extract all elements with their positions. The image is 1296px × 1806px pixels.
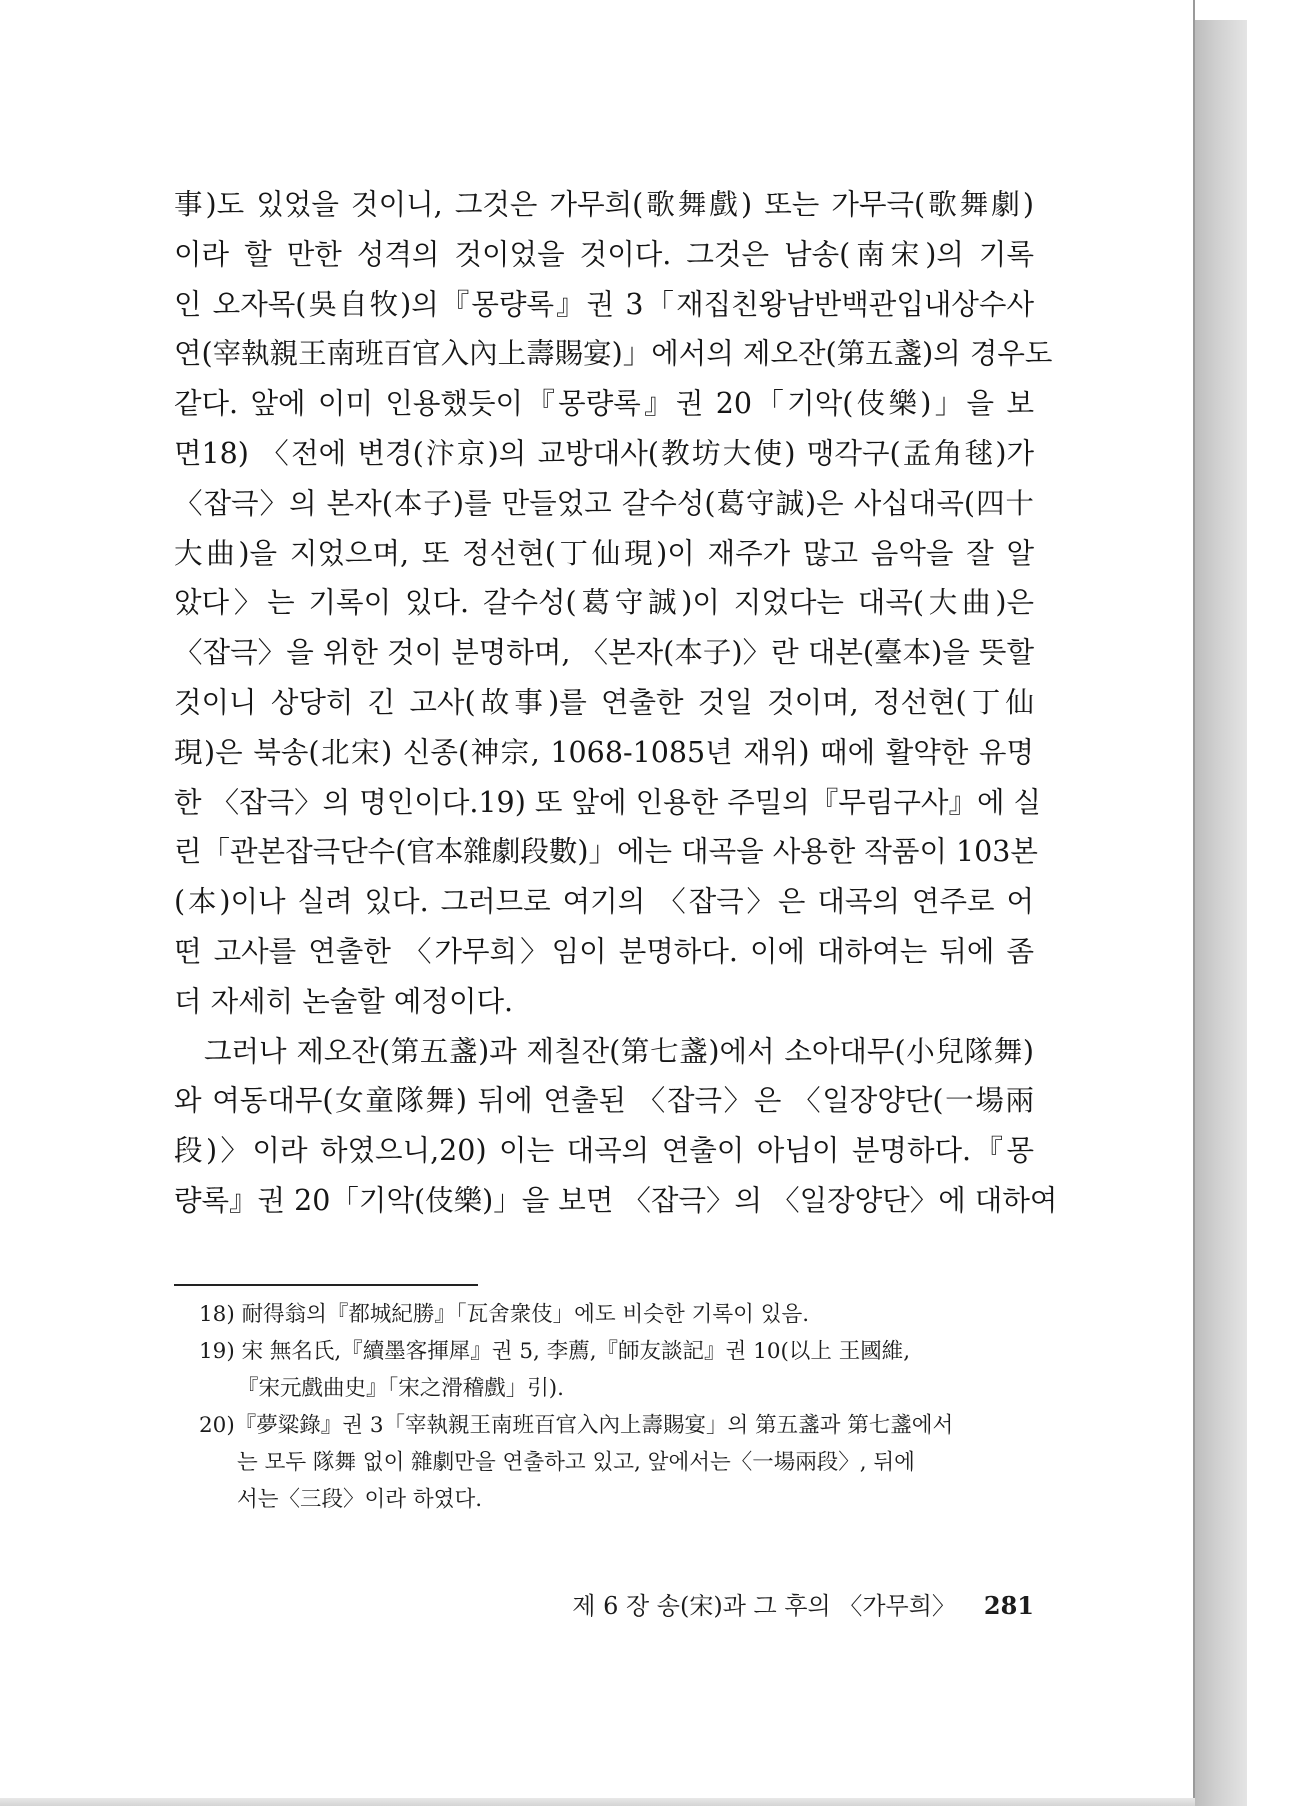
body-line: 大曲)을 지었으며, 또 정선현(丁仙現)이 재주가 많고 음악을 잘 알 (174, 536, 1034, 570)
body-line: 인 오자목(吳自牧)의『몽량록』권 3「재집친왕남반백관입내상수사 (174, 287, 1034, 321)
page-bottom-shadow (0, 1798, 1195, 1806)
body-line: 것이니 상당히 긴 고사(故事)를 연출한 것일 것이며, 정선현(丁仙 (174, 685, 1034, 719)
body-line: 段)〉이라 하였으니,20) 이는 대곡의 연출이 아님이 분명하다.『몽 (174, 1134, 1034, 1168)
footnote-line: 서는〈三段〉이라 하였다. (237, 1487, 483, 1512)
footnote-18 (199, 1296, 1034, 1333)
body-line: 린「관본잡극단수(官本雜劇段數)」에는 대곡을 사용한 작품이 103본 (174, 835, 1038, 869)
body-line: 같다. 앞에 이미 인용했듯이『몽량록』권 20「기악(伎樂)」을 보 (174, 387, 1034, 421)
page-number: 281 (983, 1591, 1034, 1620)
page-edge-shadow (1195, 20, 1247, 1806)
footnotes (199, 1296, 1034, 1518)
footnote-line: 19) 宋 無名氏,『續墨客揮犀』권 5, 李薦,『師友談記』권 10(以上 王國維, (199, 1339, 911, 1364)
body-line: 한 〈잡극〉의 명인이다.19) 또 앞에 인용한 주밀의『무림구사』에 실 (174, 785, 1042, 819)
footnote-20 (199, 1407, 1034, 1518)
body-line: 이라 할 만한 성격의 것이었을 것이다. 그것은 남송(南宋)의 기록 (174, 237, 1034, 271)
body-line: (本)이나 실려 있다. 그러므로 여기의 〈잡극〉은 대곡의 연주로 어 (174, 885, 1034, 919)
body-line: 떤 고사를 연출한 〈가무희〉임이 분명하다. 이에 대하여는 뒤에 좀 (174, 934, 1034, 968)
body-text (174, 180, 1058, 1226)
body-line: 면18) 〈전에 변경(汴京)의 교방대사(教坊大使) 맹각구(孟角毬)가 (174, 436, 1034, 470)
footnote-line: 는 모두 隊舞 없이 雜劇만을 연출하고 있고, 앞에서는〈一場兩段〉, 뒤에 (237, 1450, 915, 1475)
footnote-line: 20)『夢粱錄』권 3「宰執親王南班百官入內上壽賜宴」의 第五盞과 第七盞에서 (199, 1413, 954, 1438)
footnote-line: 『宋元戲曲史』「宋之滑稽戲」引). (237, 1376, 564, 1401)
body-line: 량록』권 20「기악(伎樂)」을 보면 〈잡극〉의 〈일장양단〉에 대하여 (174, 1183, 1058, 1217)
running-footer (560, 1586, 1034, 1621)
body-line: 았다〉는 기록이 있다. 갈수성(葛守誠)이 지었다는 대곡(大曲)은 (174, 586, 1034, 620)
body-line: 〈잡극〉의 본자(本子)를 만들었고 갈수성(葛守誠)은 사십대곡(四十 (174, 486, 1034, 520)
body-line-paragraph-start: 그러나 제오잔(第五盞)과 제칠잔(第七盞)에서 소아대무(小兒隊舞) (204, 1034, 1034, 1068)
body-line: 연(宰執親王南班百官入內上壽賜宴)」에서의 제오잔(第五盞)의 경우도 (174, 337, 1053, 371)
body-line: 〈잡극〉을 위한 것이 분명하며, 〈본자(本子)〉란 대본(臺本)을 뜻할 (174, 636, 1034, 670)
body-line: 더 자세히 논술할 예정이다. (174, 984, 514, 1018)
body-line: 現)은 북송(北宋) 신종(神宗, 1068-1085년 재위) 때에 활약한 유명 (174, 735, 1034, 769)
chapter-title: 제 6 장 송(宋)과 그 후의 〈가무희〉 (572, 1592, 956, 1620)
page-corner-fold (1195, 0, 1247, 20)
footnote-19 (199, 1333, 1034, 1407)
footnote-separator (174, 1284, 478, 1286)
footnote-line: 18) 耐得翁의『都城紀勝』「瓦舍衆伎」에도 비슷한 기록이 있음. (199, 1302, 810, 1327)
body-line: 와 여동대무(女童隊舞) 뒤에 연출된 〈잡극〉은 〈일장양단(一場兩 (174, 1084, 1034, 1118)
body-line: 事)도 있었을 것이니, 그것은 가무희(歌舞戲) 또는 가무극(歌舞劇) (174, 188, 1034, 221)
